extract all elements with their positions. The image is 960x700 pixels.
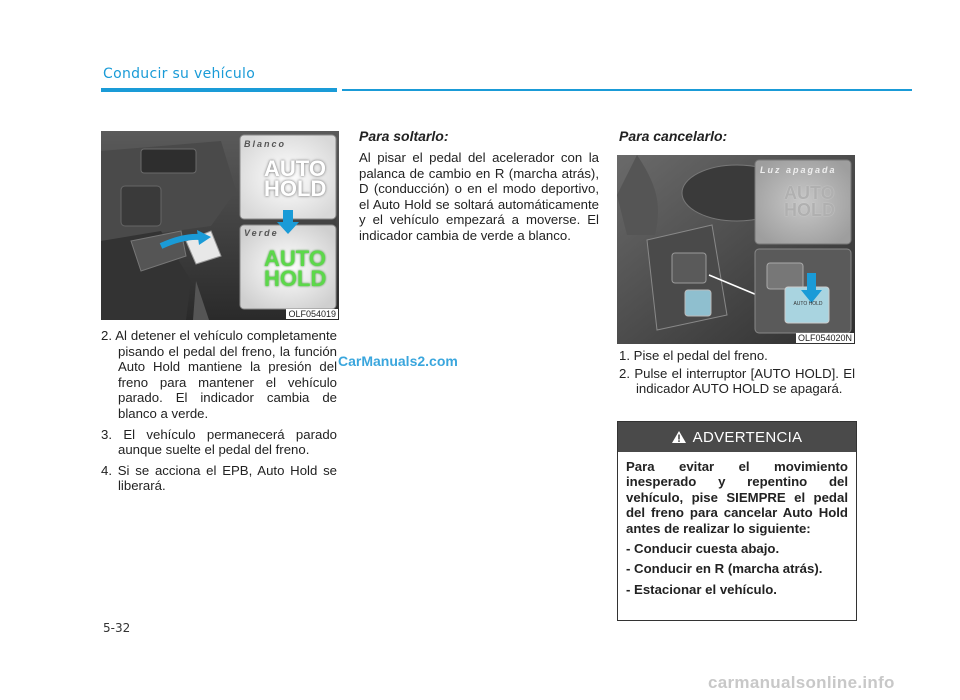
list-item: 4. Si se acciona el EPB, Auto Hold se liberará.: [101, 462, 337, 494]
auto-hold-switch-label: AUTO HOLD: [793, 301, 823, 307]
release-paragraph: Al pisar el pedal del acelerador con la palanca de cambio en R (marcha atrás), D (conducción) o en el modo deportivo, el Auto Hold se soltará automáticamente y el vehículo empezará a moverse. El indicador cambia de verde a blanco.: [359, 150, 599, 243]
label-green: Verde: [244, 228, 279, 238]
watermark-footer: carmanualsonline.info: [708, 673, 895, 692]
steps-list-cancel: [619, 348, 855, 402]
warning-header: [618, 422, 856, 452]
indicator-green-line2: HOLD: [264, 266, 327, 291]
release-heading: Para soltarlo:: [359, 128, 449, 144]
list-item: 2. Pulse el interruptor [AUTO HOLD]. El indicador AUTO HOLD se apagará.: [619, 365, 855, 397]
warning-title: ADVERTENCIA: [692, 428, 803, 446]
watermark-link[interactable]: CarManuals2.com: [338, 353, 458, 369]
indicator-white-line1: AUTO: [264, 156, 326, 181]
page-number: 5-32: [103, 621, 131, 635]
auto-hold-switch-figure: [617, 155, 855, 344]
header-rule-thick: [101, 88, 337, 92]
warning-triangle-icon: [672, 431, 686, 443]
label-white: Blanco: [244, 139, 287, 149]
warning-box: [617, 421, 857, 621]
indicator-white-line2: HOLD: [264, 176, 327, 201]
figure-caption: OLF054019: [288, 309, 336, 319]
auto-hold-indicator-figure: [101, 131, 339, 320]
steps-list-hold: [101, 328, 337, 499]
figure-caption: OLF054020N: [797, 333, 852, 343]
list-item: 3. El vehículo permanecerá parado aunque suelte el pedal del freno.: [101, 426, 337, 458]
label-light-off: Luz apagada: [760, 165, 837, 175]
header-rule-thin: [342, 89, 912, 91]
warning-item: - Estacionar el vehículo.: [626, 581, 777, 597]
list-item: 2. Al detener el vehículo completamente pisando el pedal del freno, la función Auto Hold mantiene la presión del freno para mantener el vehículo parado. El indicador cambia de blanco a verde.: [101, 328, 337, 421]
indicator-green-line1: AUTO: [264, 246, 326, 271]
warning-item: - Conducir cuesta abajo.: [626, 541, 780, 557]
indicator-off-line1: AUTO: [784, 183, 835, 203]
indicator-off-line2: HOLD: [784, 200, 835, 220]
list-item: 1. Pise el pedal del freno.: [619, 348, 768, 363]
section-title: Conducir su vehículo: [103, 66, 256, 82]
warning-intro: Para evitar el movimiento inesperado y repentino del vehículo, pise SIEMPRE el pedal del freno para cancelar Auto Hold antes de realizar lo siguiente:: [626, 459, 848, 536]
warning-item: - Conducir en R (marcha atrás).: [626, 561, 823, 577]
cancel-heading: Para cancelarlo:: [619, 128, 728, 144]
warning-body: [618, 452, 856, 597]
